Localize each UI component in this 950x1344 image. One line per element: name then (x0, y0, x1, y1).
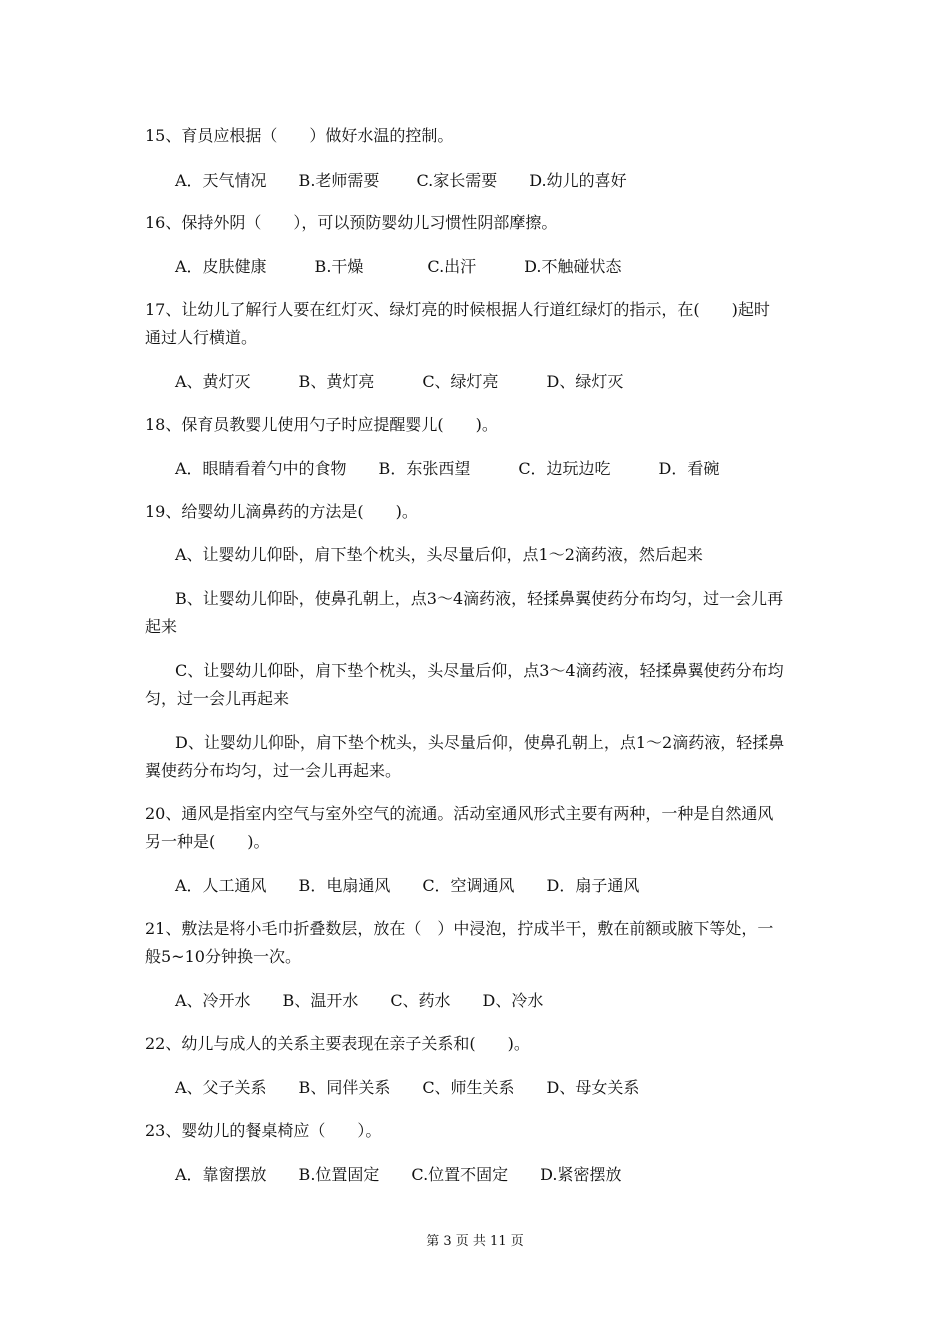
question-20-options: A．人工通风 B．电扇通风 C．空调通风 D．扇子通风 (175, 876, 640, 895)
question-23-options: A．靠窗摆放 B.位置固定 C.位置不固定 D.紧密摆放 (175, 1165, 622, 1184)
question-15-stem: 15、育员应根据（ ）做好水温的控制。 (145, 126, 454, 145)
question-21-stem-line-2: 般5~10分钟换一次。 (145, 947, 301, 966)
question-19-option-c-continuation: 匀，过一会儿再起来 (145, 689, 290, 708)
question-20-stem-line-1: 20、通风是指室内空气与室外空气的流通。活动室通风形式主要有两种，一种是自然通风 (145, 804, 774, 823)
question-21-stem-line-1: 21、敷法是将小毛巾折叠数层，放在（ ）中浸泡，拧成半干，敷在前额或腋下等处，一 (145, 919, 774, 938)
question-19-option-d: D、让婴幼儿仰卧，肩下垫个枕头，头尽量后仰，使鼻孔朝上，点1～2滴药液，轻揉鼻 (175, 733, 785, 752)
question-16-stem: 16、保持外阴（ ），可以预防婴幼儿习惯性阴部摩擦。 (145, 213, 558, 232)
question-18-options: A．眼睛看着勺中的食物 B．东张西望 C．边玩边吃 D．看碗 (175, 459, 720, 478)
question-18-stem: 18、保育员教婴儿使用勺子时应提醒婴儿( )。 (145, 415, 498, 434)
page-footer: 第 3 页 共 11 页 (426, 1234, 524, 1249)
question-22-stem: 22、幼儿与成人的关系主要表现在亲子关系和( )。 (145, 1034, 530, 1053)
question-19-option-b-continuation: 起来 (145, 617, 178, 636)
question-17-options: A、黄灯灭 B、黄灯亮 C、绿灯亮 D、绿灯灭 (175, 372, 624, 391)
question-17-stem-line-1: 17、让幼儿了解行人要在红灯灭、绿灯亮的时候根据人行道红绿灯的指示，在( )起时 (145, 300, 770, 319)
question-19-stem: 19、给婴幼儿滴鼻药的方法是( )。 (145, 502, 418, 521)
question-23-stem: 23、婴幼儿的餐桌椅应（ ）。 (145, 1121, 382, 1140)
question-22-options: A、父子关系 B、同伴关系 C、师生关系 D、母女关系 (175, 1078, 640, 1097)
question-19-option-a: A、让婴幼儿仰卧，肩下垫个枕头，头尽量后仰，点1～2滴药液，然后起来 (175, 545, 703, 564)
question-21-options: A、冷开水 B、温开水 C、药水 D、冷水 (175, 991, 544, 1010)
question-16-options: A．皮肤健康 B.干燥 C.出汗 D.不触碰状态 (175, 257, 622, 276)
question-19-option-b: B、让婴幼儿仰卧，使鼻孔朝上，点3～4滴药液，轻揉鼻翼使药分布均匀，过一会儿再 (175, 589, 784, 608)
question-19-option-c: C、让婴幼儿仰卧，肩下垫个枕头，头尽量后仰，点3～4滴药液，轻揉鼻翼使药分布均 (175, 661, 784, 680)
question-15-options: A．天气情况 B.老师需要 C.家长需要 D.幼儿的喜好 (175, 171, 627, 190)
question-20-stem-line-2: 另一种是( )。 (145, 832, 270, 851)
question-17-stem-line-2: 通过人行横道。 (145, 328, 258, 347)
question-19-option-d-continuation: 翼使药分布均匀，过一会儿再起来。 (145, 761, 402, 780)
